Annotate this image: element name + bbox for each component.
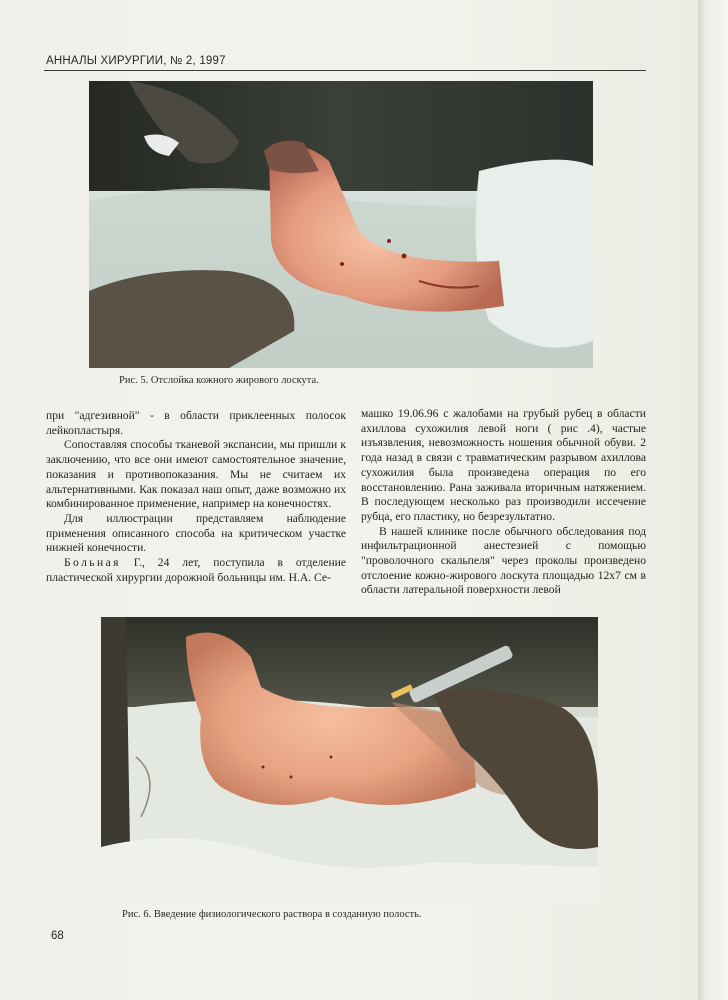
- body-column-left: [46, 409, 346, 585]
- paragraph: В нашей клинике после обычного обследования под инфильтрационной анестезией с помощью "проволочного скальпеля" через проколы произведено отслоение кожно-жирового лоскута площадью 12х7 см в области латеральной поверхности левой: [361, 524, 646, 597]
- figure-5-caption: Рис. 5. Отслойка кожного жирового лоскута.: [119, 375, 319, 386]
- running-head: АННАЛЫ ХИРУРГИИ, № 2, 1997: [46, 55, 226, 67]
- body-column-right: [361, 407, 646, 598]
- paragraph: Для иллюстрации представляем наблюдение применения описанного способа на критическом участке нижней конечности.: [46, 511, 346, 555]
- paragraph: машко 19.06.96 с жалобами на грубый рубец в области ахиллова сухожилия левой ноги ( рис .4), частые изъязвления, невозможность ношения обычной обуви. 2 года назад в связи с травматическим разрывом ахиллова сухожилия была произведена операция по его восстановлению. Рана заживала вторичным натяжением. В последующем несколько раз производили иссечение рубца, его пластику, но безрезультатно.: [361, 407, 646, 523]
- page-number: 68: [51, 930, 64, 942]
- figure-6-image: [101, 617, 598, 904]
- page-edge-shadow: [698, 0, 728, 1000]
- paragraph-case-intro: [46, 556, 346, 585]
- paragraph: Сопоставляя способы тканевой экспансии, мы пришли к заключению, что все они имеют самостоятельное значение, показания и противопоказания. Мы не считаем их альтернативными. Как показал наш опыт, даже возможно их комбинированное применение, например на конечностях.: [46, 438, 346, 511]
- figure-6-photo: [101, 617, 598, 904]
- figure-5-image: [89, 81, 593, 368]
- figure-6-caption: Рис. 6. Введение физиологического раствора в созданную полость.: [122, 909, 422, 920]
- spaced-word: Больная: [64, 556, 121, 570]
- figure-5-photo: [89, 81, 593, 368]
- paragraph-rest: Г., 24 лет, поступила в отделение пластической хирургии дорожной больницы им. Н.А. Се-: [46, 556, 346, 584]
- paragraph: при "адгезивной" - в области приклеенных полосок лейкопластыря.: [46, 409, 346, 437]
- header-rule: [44, 70, 646, 71]
